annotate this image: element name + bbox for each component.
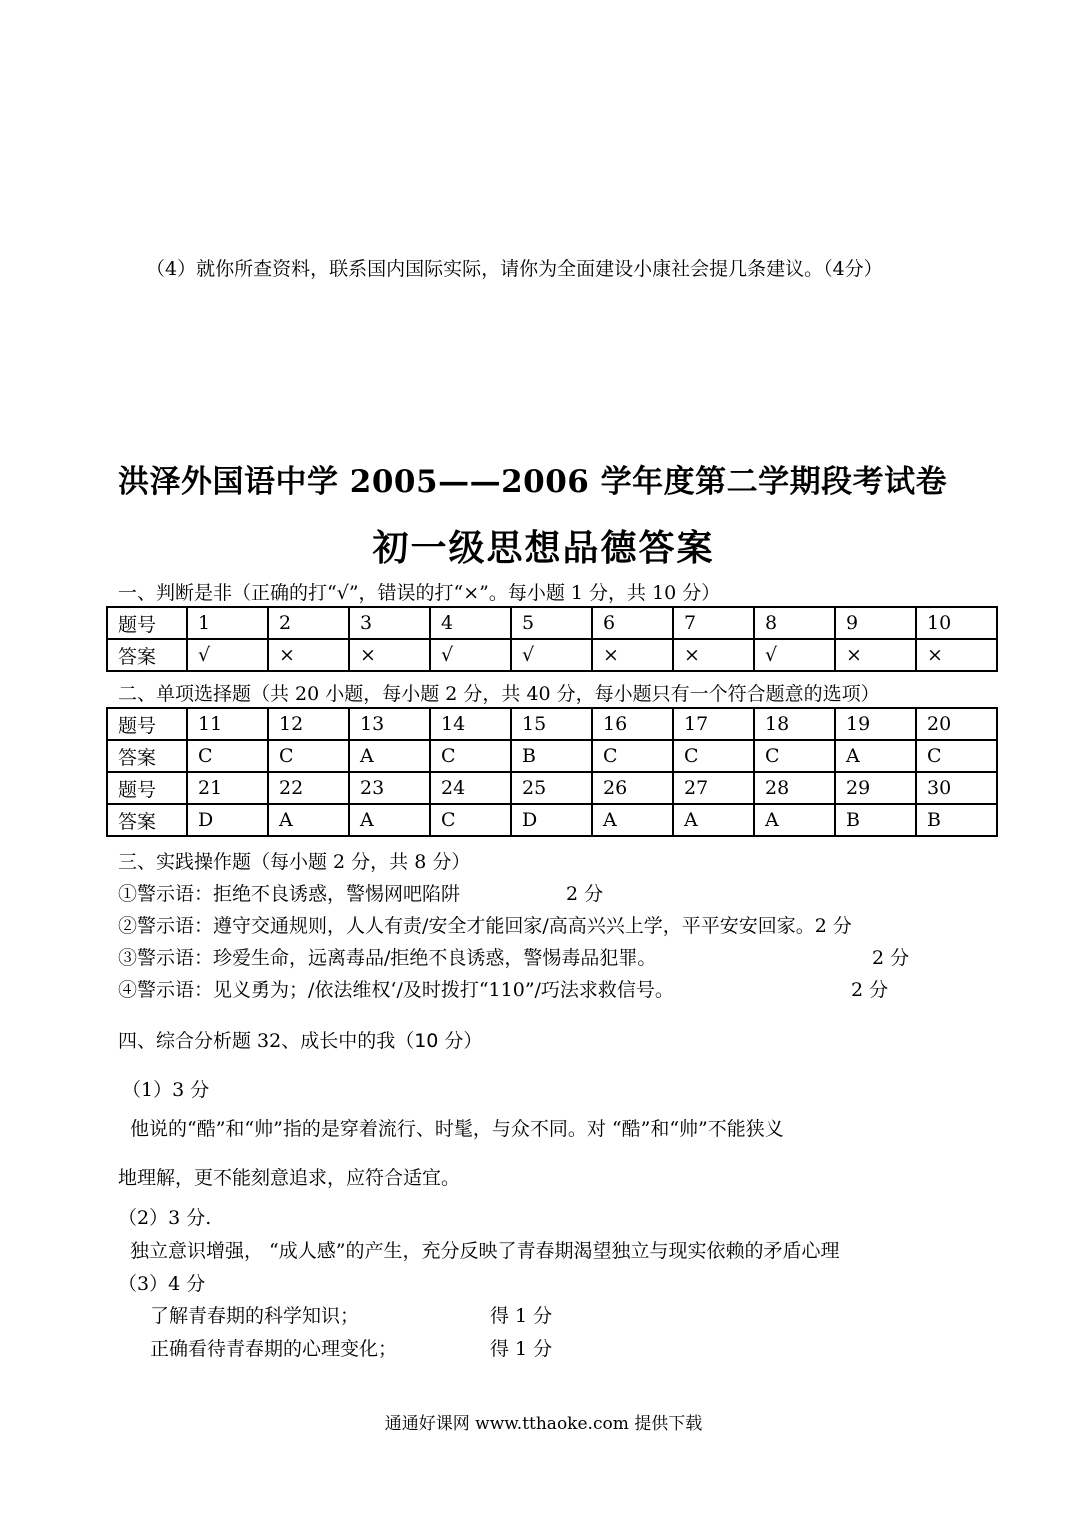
table-cell: 24: [430, 772, 511, 804]
table-cell: √: [187, 639, 268, 671]
part2-label: （2）3 分.: [118, 1207, 212, 1229]
table-cell: C: [592, 740, 673, 772]
table-cell: A: [835, 740, 916, 772]
table-cell: C: [673, 740, 754, 772]
table-cell: B: [835, 804, 916, 836]
section3-heading: 三、实践操作题（每小题 2 分，共 8 分）: [118, 851, 471, 873]
table-row: [107, 639, 997, 671]
table-cell: 26: [592, 772, 673, 804]
table-cell: 10: [916, 607, 997, 639]
table-cell: A: [268, 804, 349, 836]
part1-line2: 地理解，更不能刻意追求，应符合适宜。: [118, 1167, 461, 1189]
table-cell: ×: [349, 639, 430, 671]
warning-item-1-score: 2 分: [566, 883, 604, 905]
table-cell: 23: [349, 772, 430, 804]
table-row-header: 题号: [107, 772, 187, 804]
warning-item-1: ①警示语：拒绝不良诱惑，警惕网吧陷阱: [118, 883, 461, 905]
table-row: [107, 772, 997, 804]
table-cell: 15: [511, 708, 592, 740]
table-cell: √: [511, 639, 592, 671]
section4-heading: [118, 1026, 482, 1053]
table-row: [107, 804, 997, 836]
table-cell: C: [430, 804, 511, 836]
table-row: [107, 708, 997, 740]
table-cell: C: [268, 740, 349, 772]
table-cell: 11: [187, 708, 268, 740]
section1-heading: 一、判断是非（正确的打“√”，错误的打“×”。每小题 1 分，共 10 分）: [118, 582, 721, 604]
table-cell: A: [754, 804, 835, 836]
table-row-header: 答案: [107, 804, 187, 836]
warning-item-3: ③警示语：珍爱生命，远离毒品/拒绝不良诱惑，警惕毒品犯罪。: [118, 947, 657, 969]
table-cell: ×: [592, 639, 673, 671]
table-cell: A: [592, 804, 673, 836]
table-cell: √: [754, 639, 835, 671]
table-cell: 14: [430, 708, 511, 740]
table-cell: ×: [835, 639, 916, 671]
table-row-header: 题号: [107, 607, 187, 639]
table-cell: 1: [187, 607, 268, 639]
part2-text: 独立意识增强， “成人感”的产生，充分反映了青春期渴望独立与现实依赖的矛盾心理: [130, 1240, 840, 1262]
table-cell: 29: [835, 772, 916, 804]
table-cell: 19: [835, 708, 916, 740]
table-cell: 17: [673, 708, 754, 740]
table-cell: 18: [754, 708, 835, 740]
table-cell: 20: [916, 708, 997, 740]
table-row-header: 答案: [107, 740, 187, 772]
table-row-header: 答案: [107, 639, 187, 671]
table-cell: 4: [430, 607, 511, 639]
table-row: [107, 740, 997, 772]
warning-item-4: ④警示语：见义勇为；/依法维权‘/及时拨打“110”/巧法求救信号。: [118, 979, 674, 1001]
table-cell: 12: [268, 708, 349, 740]
table-cell: 30: [916, 772, 997, 804]
table-cell: C: [430, 740, 511, 772]
table-cell: 16: [592, 708, 673, 740]
part3-item-1-score: 得 1 分: [490, 1305, 553, 1327]
table-cell: 13: [349, 708, 430, 740]
table-cell: ×: [916, 639, 997, 671]
part1-line1: 他说的“酷”和“帅”指的是穿着流行、时髦，与众不同。对 “酷”和“帅”不能狭义: [130, 1118, 784, 1140]
table-cell: 21: [187, 772, 268, 804]
warning-item-3-score: 2 分: [872, 947, 910, 969]
table-cell: 3: [349, 607, 430, 639]
section1-answer-table: [106, 606, 998, 672]
table-cell: 2: [268, 607, 349, 639]
table-cell: C: [754, 740, 835, 772]
table-cell: 9: [835, 607, 916, 639]
table-cell: C: [916, 740, 997, 772]
exam-title: 洪泽外国语中学 2005——2006 学年度第二学期段考试卷: [118, 464, 948, 500]
table-cell: 22: [268, 772, 349, 804]
section2-heading: 二、单项选择题（共 20 小题，每小题 2 分，共 40 分，每小题只有一个符合题意的选项）: [118, 683, 880, 705]
answer-subtitle: 初一级思想品德答案: [372, 527, 715, 569]
part3-item-1: 了解青春期的科学知识；: [150, 1305, 360, 1327]
part3-item-2-score: 得 1 分: [490, 1338, 553, 1360]
table-cell: D: [187, 804, 268, 836]
table-cell: C: [187, 740, 268, 772]
table-row: [107, 607, 997, 639]
table-row-header: 题号: [107, 708, 187, 740]
footer-source: 通通好课网 www.tthaoke.com 提供下载: [384, 1414, 703, 1434]
part3-label: （3）4 分: [118, 1273, 206, 1295]
table-cell: 27: [673, 772, 754, 804]
part3-item-2: 正确看待青春期的心理变化；: [150, 1338, 398, 1360]
table-cell: A: [673, 804, 754, 836]
table-cell: 5: [511, 607, 592, 639]
table-cell: 7: [673, 607, 754, 639]
warning-item-4-score: 2 分: [851, 979, 889, 1001]
table-cell: 8: [754, 607, 835, 639]
part1-label: （1）3 分: [122, 1079, 210, 1101]
table-cell: B: [511, 740, 592, 772]
section4-heading-prefix: 四、综合分析题 32、: [118, 1030, 301, 1052]
table-cell: D: [511, 804, 592, 836]
table-cell: 6: [592, 607, 673, 639]
section2-answer-table: [106, 707, 998, 837]
section4-heading-title: 成长中的我（10 分）: [300, 1030, 483, 1052]
table-cell: ×: [268, 639, 349, 671]
warning-item-2: ②警示语：遵守交通规则，人人有责/安全才能回家/高高兴兴上学，平平安安回家。2 分: [118, 915, 852, 937]
table-cell: 25: [511, 772, 592, 804]
previous-question-4: （4）就你所查资料，联系国内国际实际，请你为全面建设小康社会提几条建议。（4分）: [146, 258, 883, 280]
table-cell: A: [349, 740, 430, 772]
table-cell: B: [916, 804, 997, 836]
table-cell: ×: [673, 639, 754, 671]
table-cell: 28: [754, 772, 835, 804]
table-cell: A: [349, 804, 430, 836]
table-cell: √: [430, 639, 511, 671]
